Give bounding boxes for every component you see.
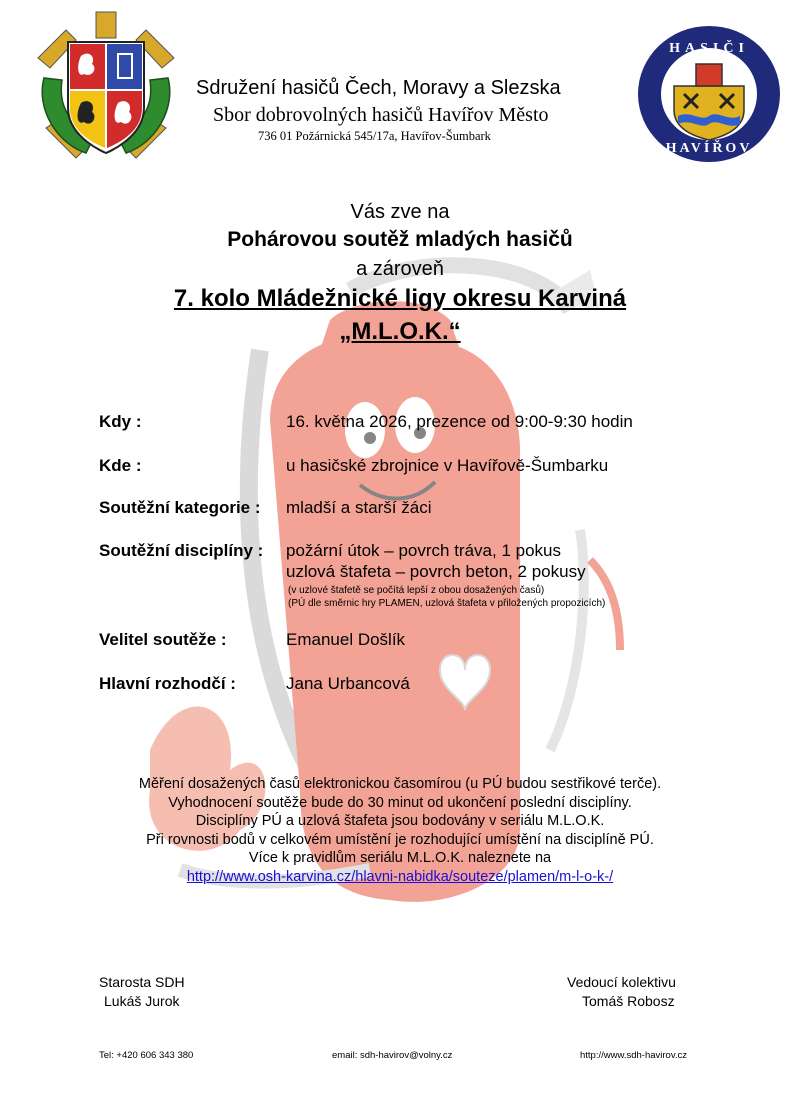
detail-value-commander: Emanuel Došlík (286, 630, 406, 649)
note-line: Disciplíny PÚ a uzlová štafeta jsou bodovány v seriálu M.L.O.K. (195, 813, 605, 829)
fire-brigade-crest-logo (26, 8, 186, 168)
note-line: Více k pravidlům seriálu M.L.O.K. naleznete na (248, 850, 552, 866)
league-round-text: 7. kolo Mládežnické ligy okresu Karviná (173, 285, 627, 312)
signature-left-name: Lukáš Jurok (104, 993, 180, 1009)
detail-label-where: Kde : (99, 456, 142, 475)
detail-label-chief-referee: Hlavní rozhodčí : (99, 674, 236, 693)
detail-value-discipline1: požární útok – povrch tráva, 1 pokus (286, 541, 561, 560)
detail-label-disciplines: Soutěžní disciplíny : (99, 541, 264, 560)
footer-web[interactable]: http://www.sdh-havirov.cz (580, 1050, 688, 1061)
badge-top-text: HASIČI (669, 41, 749, 56)
detail-value-chief-referee: Jana Urbancová (286, 674, 410, 693)
detail-value-when: 16. května 2026, prezence od 9:00-9:30 hodin (286, 412, 633, 431)
discipline-note1: (v uzlové štafetě se počítá lepší z obou dosažených časů) (288, 585, 545, 596)
discipline-note2: (PÚ dle směrnic hry PLAMEN, uzlová štafeta v přiložených propozicích) (288, 598, 606, 609)
league-name-heading (0, 318, 800, 346)
detail-label-commander: Velitel soutěže : (99, 630, 227, 649)
signature-right-title: Vedoucí kolektivu (567, 974, 676, 990)
detail-value-where: u hasičské zbrojnice v Havířově-Šumbarku (286, 456, 609, 475)
detail-label-when: Kdy : (99, 412, 142, 431)
detail-value-category: mladší a starší žáci (286, 498, 432, 517)
note-line: Měření dosažených časů elektronickou časomírou (u PÚ budou sestřikové terče). (138, 776, 662, 792)
invitation-line1: Vás zve na (350, 201, 450, 223)
rules-link[interactable]: http://www.osh-karvina.cz/hlavni-nabidka/souteze/plamen/m-l-o-k-/ (186, 868, 614, 885)
signature-right-name: Tomáš Robosz (582, 993, 675, 1009)
org-name-line1: Sdružení hasičů Čech, Moravy a Slezska (196, 77, 561, 99)
hasici-havirov-badge-logo (636, 24, 782, 164)
org-name-line2: Sbor dobrovolných hasičů Havířov Město (213, 104, 549, 126)
footer-email[interactable]: email: sdh-havirov@volny.cz (332, 1050, 453, 1061)
signature-left-title: Starosta SDH (99, 974, 185, 990)
league-name-text: „M.L.O.K.“ (339, 318, 461, 345)
note-line: Vyhodnocení soutěže bude do 30 minut od ukončení poslední disciplíny. (168, 794, 632, 811)
league-round-heading (0, 285, 800, 313)
invitation-title: Pohárovou soutěž mladých hasičů (227, 228, 573, 251)
badge-bottom-text: HAVÍŘOV (665, 141, 753, 156)
rules-notes (0, 775, 800, 886)
detail-label-category: Soutěžní kategorie : (99, 498, 261, 517)
invitation-line3: a zároveň (356, 258, 444, 280)
footer-phone: Tel: +420 606 343 380 (99, 1050, 194, 1061)
org-address: 736 01 Požárnická 545/17a, Havířov-Šumbark (258, 129, 491, 143)
detail-value-discipline2: uzlová štafeta – povrch beton, 2 pokusy (286, 562, 586, 581)
note-line: Při rovnosti bodů v celkovém umístění je rozhodující umístění na disciplíně PÚ. (146, 831, 654, 848)
